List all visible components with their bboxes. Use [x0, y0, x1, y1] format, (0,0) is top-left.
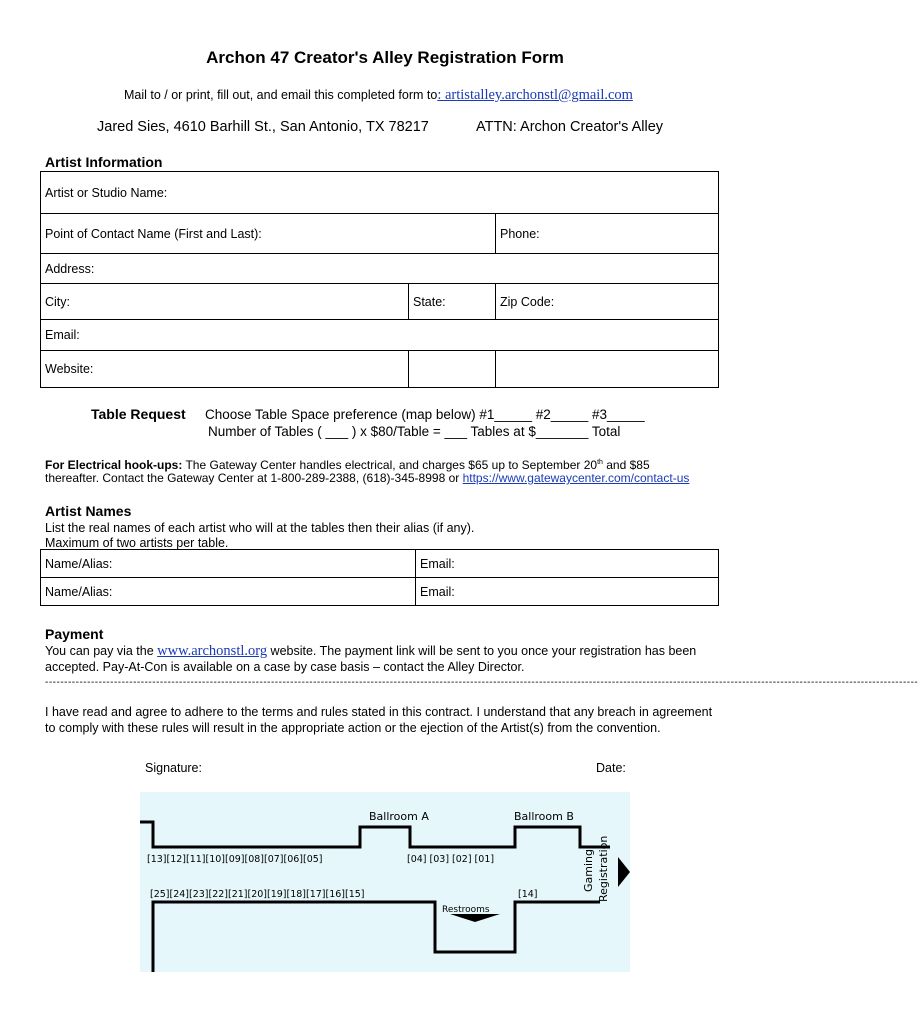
dashed-divider: ------------------------------------------------------------------------------------------------------------------------------------------------------------------------------------------------------------------------------------ — [45, 677, 918, 688]
artist-names-table — [40, 549, 719, 606]
state-field[interactable]: State: — [409, 284, 496, 320]
table-request-label: Table Request — [91, 406, 186, 422]
mailing-address: Jared Sies, 4610 Barhill St., San Antonio, TX 78217 — [97, 119, 429, 135]
artist-names-desc-2: Maximum of two artists per table. — [45, 536, 229, 550]
electrical-line-2 — [45, 471, 689, 487]
ballroom-a-label: Ballroom A — [369, 810, 429, 823]
electrical-text-1: The Gateway Center handles electrical, and charges $65 up to September 20 — [182, 458, 598, 472]
payment-text — [45, 644, 717, 675]
booth-14: [14] — [518, 889, 538, 900]
signature-label: Signature: — [145, 761, 202, 775]
artist-names-heading: Artist Names — [45, 503, 132, 519]
website-field[interactable]: Website: — [41, 351, 409, 388]
table-row — [41, 578, 719, 606]
form-title: Archon 47 Creator's Alley Registration Form — [206, 48, 564, 67]
electrical-text-2: and $85 — [602, 458, 650, 472]
zip-field[interactable]: Zip Code: — [496, 284, 719, 320]
artist-info-heading: Artist Information — [45, 154, 163, 170]
booth-row-top-left: [13][12][11][10][09][08][07][06][05] — [147, 854, 323, 865]
booth-row-top-right: [04] [03] [02] [01] — [407, 854, 495, 865]
phone-field[interactable]: Phone: — [496, 214, 719, 254]
attn-line: ATTN: Archon Creator's Alley — [476, 119, 664, 135]
electrical-label: For Electrical hook-ups: — [45, 458, 183, 472]
payment-heading: Payment — [45, 626, 104, 642]
email-link[interactable]: : artistalley.archonstl@gmail.com — [437, 87, 633, 103]
artist-email-field[interactable]: Email: — [416, 550, 719, 578]
name-alias-field[interactable]: Name/Alias: — [41, 550, 416, 578]
restrooms-label: Restrooms — [442, 905, 490, 915]
electrical-sup: th — [597, 459, 603, 466]
table-preference-line: Choose Table Space preference (map below) #1_____ #2_____ #3_____ — [205, 407, 645, 422]
contact-name-field[interactable]: Point of Contact Name (First and Last): — [41, 214, 496, 254]
ballroom-b-label: Ballroom B — [514, 810, 574, 823]
address-field[interactable]: Address: — [41, 254, 719, 284]
registration-label: Registration — [597, 835, 610, 902]
table-row — [41, 550, 719, 578]
table-count-line: Number of Tables ( ___ ) x $80/Table = ___ Tables at $_______ Total — [208, 424, 621, 439]
mail-text: Mail to / or print, fill out, and email this completed form to — [124, 88, 438, 102]
electrical-contact: thereafter. Contact the Gateway Center at 1-800-289-2388, (618)-345-8998 or — [45, 471, 463, 485]
website-extra-cell-2[interactable] — [496, 351, 719, 388]
artist-info-table — [40, 171, 719, 388]
city-field[interactable]: City: — [41, 284, 409, 320]
date-label: Date: — [596, 761, 626, 775]
mail-instructions — [124, 87, 633, 104]
agreement-text: I have read and agree to adhere to the terms and rules stated in this contract. I understand that any breach in agreement to comply with these rules will result in the appropriate action or the ejection of the Artist(s) from the convention. — [45, 705, 713, 735]
gateway-link[interactable]: https://www.gatewaycenter.com/contact-us — [462, 471, 690, 485]
artist-name-field[interactable]: Artist or Studio Name: — [41, 172, 719, 214]
email-field[interactable]: Email: — [41, 320, 719, 351]
artist-names-desc-1: List the real names of each artist who will at the tables then their alias (if any). — [45, 521, 475, 535]
payment-pre: You can pay via the — [45, 644, 158, 658]
floor-map — [140, 792, 630, 972]
website-extra-cell[interactable] — [409, 351, 496, 388]
artist-email-field[interactable]: Email: — [416, 578, 719, 606]
archon-link[interactable]: www.archonstl.org — [157, 643, 268, 659]
name-alias-field[interactable]: Name/Alias: — [41, 578, 416, 606]
payment-post: website. The payment link will be sent to you once your registration has been accepted. Pay-At-Con is available on a case by case basis – contact the Alley Director. — [45, 644, 697, 674]
gaming-label: Gaming — [582, 849, 595, 892]
booth-row-bottom: [25][24][23][22][21][20][19][18][17][16][15] — [150, 889, 365, 900]
